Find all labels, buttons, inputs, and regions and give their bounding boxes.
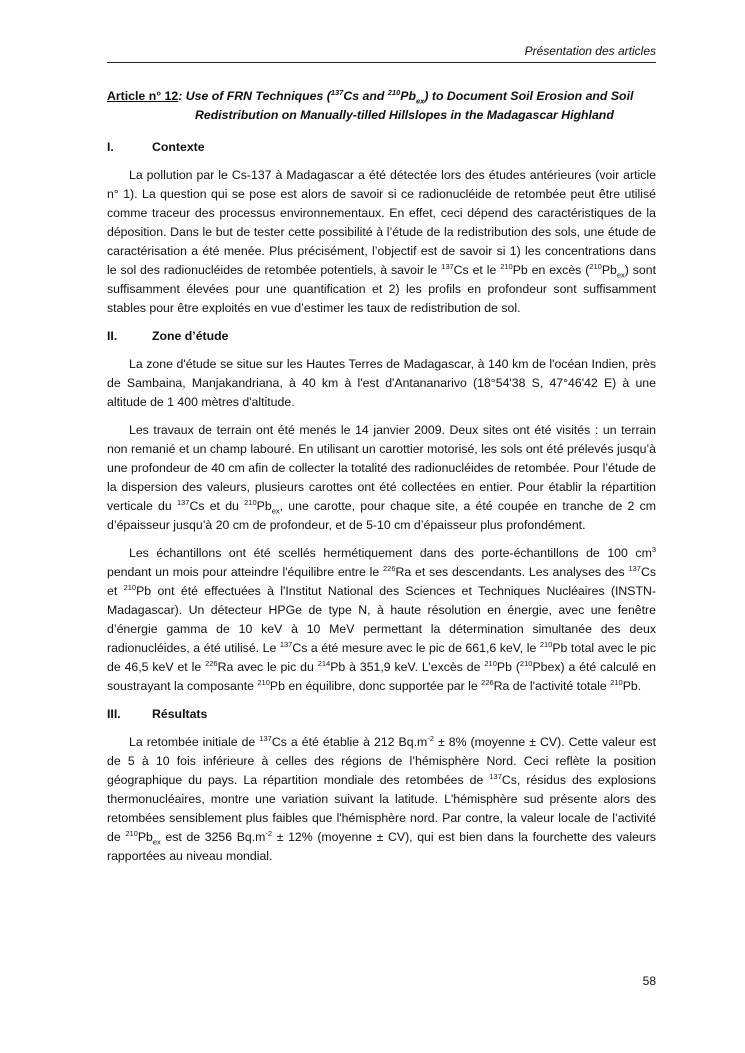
superscript: 210 — [484, 658, 497, 668]
superscript: 210 — [519, 658, 533, 668]
section-heading — [107, 327, 656, 346]
superscript: 210 — [589, 261, 602, 271]
running-header: Présentation des articles — [524, 44, 656, 58]
article-title — [107, 87, 656, 125]
superscript: 210 — [257, 677, 270, 687]
title-part: ) to Document Soil Erosion and Soil — [424, 89, 634, 103]
text-run: Cs a été établie à 212 Bq.m — [271, 735, 428, 749]
superscript: 137 — [489, 771, 502, 781]
superscript: 137 — [628, 563, 641, 573]
text-run: pendant un mois pour atteindre l'équilibre entre le — [107, 565, 383, 579]
text-run: Pb ( — [496, 660, 520, 674]
superscript: 3 — [651, 544, 656, 554]
article-colon: : — [178, 89, 183, 103]
superscript: 210 — [610, 677, 623, 687]
text-run: Pb en excès ( — [512, 263, 590, 277]
text-run: ) sont suffisamment élevées pour une quantification et 2) les profils en profondeur sont suffisamment stables pour être exploités en vue d’estimer les taux de redistribution de sol. — [107, 263, 657, 315]
superscript: -2 — [265, 828, 273, 838]
subscript: ex — [616, 270, 625, 280]
text-run: Pb — [137, 830, 153, 844]
section-heading — [107, 138, 656, 157]
subscript: ex — [271, 506, 280, 516]
section-title: Résultats — [152, 707, 208, 721]
text-run: Pb. — [622, 679, 642, 693]
text-run: Ra et ses descendants. Les analyses des — [395, 565, 629, 579]
superscript: 210 — [539, 639, 553, 649]
text-run: Pb à 351,9 keV. L’excès de — [330, 660, 485, 674]
text-run: Pb — [601, 263, 617, 277]
text-run: Les travaux de terrain ont été menés le 14 janvier 2009. Deux sites ont été visités : un terrain non remanié et un champ labouré. En utilisant un carottier motorisé, les sols ont été prélevés jusqu’à une profondeur de 40 cm afin de collecter la totalité des radionucléides de retombée. Pour l’étude de la dispersion des valeurs, plusieurs carottes ont été collectées en entier. Pour établir la répartition verticale du — [107, 423, 656, 513]
text-run: La pollution par le Cs-137 à Madagascar a été détectée lors des études antérieures (voir article n° 1). La question qui se pose est alors de savoir si ce radionucléide de retombée peut être utilisé comme traceur des processus environnementaux. En effet, ceci dépend des caractéristiques de la déposition. Dans le but de tester cette possibilité à l’étude de la redistribution des sols, une étude de caractérisation a été menée. Plus précisément, l’objectif est de savoir si 1) les concentrations dans le sol des radionucléides de retombée potentiels, à savoir le — [107, 168, 656, 277]
document-body — [107, 87, 656, 875]
section-title: Contexte — [152, 140, 205, 154]
text-run: Ra avec le pic du — [217, 660, 318, 674]
title-part: Cs and — [343, 89, 388, 103]
article-label: Article n° 12 — [107, 89, 179, 103]
paragraph-results — [107, 733, 656, 866]
section-number: I. — [107, 140, 114, 154]
title-sup: 137 — [330, 87, 344, 97]
title-sup: 210 — [387, 87, 401, 97]
section-heading — [107, 705, 656, 724]
header-rule — [107, 62, 656, 63]
text-run: ± 8% (moyenne ± CV). Cette valeur est de 5 à 10 fois inférieure à celles des régions de l’hémisphère Nord. Ceci reflète la position géographique du pays. La répartition mondiale des retombées de — [107, 735, 656, 787]
text-run: Ra de l'activité totale — [493, 679, 611, 693]
superscript: 210 — [244, 497, 257, 507]
page-number: 58 — [642, 974, 656, 988]
text-run: ± 12% (moyenne ± CV), qui est bien dans la fourchette des valeurs rapportées au niveau mondial. — [107, 830, 656, 863]
paragraph-analysis — [107, 544, 656, 696]
superscript: 226 — [383, 563, 396, 573]
text-run: Cs, résidus des explosions thermonucléaires, montre une variation suivant la latitude. L'hémisphère sud présente alors des retombées sensiblement plus faibles que l'hémisphère nord. Par contre, la valeur locale de l’activité de — [107, 773, 656, 844]
text-run: Les échantillons ont été scellés hermétiquement dans des porte-échantillons de 100 cm — [129, 546, 652, 560]
superscript: 210 — [500, 261, 513, 271]
title-part: Use of FRN Techniques ( — [185, 89, 331, 103]
text-run: Cs et du — [189, 499, 245, 513]
text-run: Pb ont été effectuées à l'Institut National des Sciences et Techniques Nucléaires (INSTN-Madagascar). Un détecteur HPGe de type N, à haute résolution en énergie, avec une fenêtre d’énergie gamma de 10 keV à 10 MeV permettant la détermination simultanée des deux radionucléides, a été utilisé. Le — [107, 584, 656, 655]
text-run: La retombée initiale de — [129, 735, 260, 749]
superscript: 137 — [441, 261, 454, 271]
text-run: Pb en équilibre, donc supportée par le — [269, 679, 482, 693]
paragraph-fieldwork — [107, 421, 656, 535]
title-part: Pb — [400, 89, 416, 103]
section-title: Zone d’étude — [152, 329, 229, 343]
title-line-2: Redistribution on Manually-tilled Hillslopes in the Madagascar Highland — [195, 108, 614, 122]
section-number: III. — [107, 707, 121, 721]
superscript: 137 — [279, 639, 293, 649]
superscript: 214 — [317, 658, 331, 668]
title-sub: ex — [416, 96, 425, 106]
paragraph-context — [107, 166, 656, 318]
superscript: 137 — [176, 497, 190, 507]
superscript: -2 — [427, 733, 434, 743]
subscript: ex — [152, 837, 161, 847]
text-run: Cs et le — [453, 263, 501, 277]
text-run: Pbex) a été calculé en soustrayant la composante — [107, 660, 656, 693]
superscript: 137 — [259, 733, 272, 743]
text-run: est de 3256 Bq.m — [160, 830, 266, 844]
text-run: Cs et — [107, 565, 656, 598]
superscript: 210 — [125, 828, 138, 838]
superscript: 226 — [205, 658, 218, 668]
text-run: Pb total avec le pic de 46,5 keV et le — [107, 641, 657, 674]
text-run: , une carotte, pour chaque site, a été coupée en tranche de 2 cm d’épaisseur jusqu’à 20 cm de profondeur, et de 5-10 cm d’épaisseur plus profondément. — [107, 499, 656, 532]
text-run: Pb — [256, 499, 272, 513]
section-number: II. — [107, 329, 118, 343]
paragraph-study-area: La zone d'étude se situe sur les Hautes Terres de Madagascar, à 140 km de l'océan Indien, près de Sambaina, Manjakandriana, à 40 km à l'est d'Antananarivo (18°54'38 S, 47°46'42 E) à une altitude de 1 400 mètres d'altitude. — [107, 357, 656, 409]
text-run: Cs a été mesure avec le pic de 661,6 keV, le — [292, 641, 540, 655]
superscript: 226 — [481, 677, 494, 687]
superscript: 210 — [123, 582, 137, 592]
